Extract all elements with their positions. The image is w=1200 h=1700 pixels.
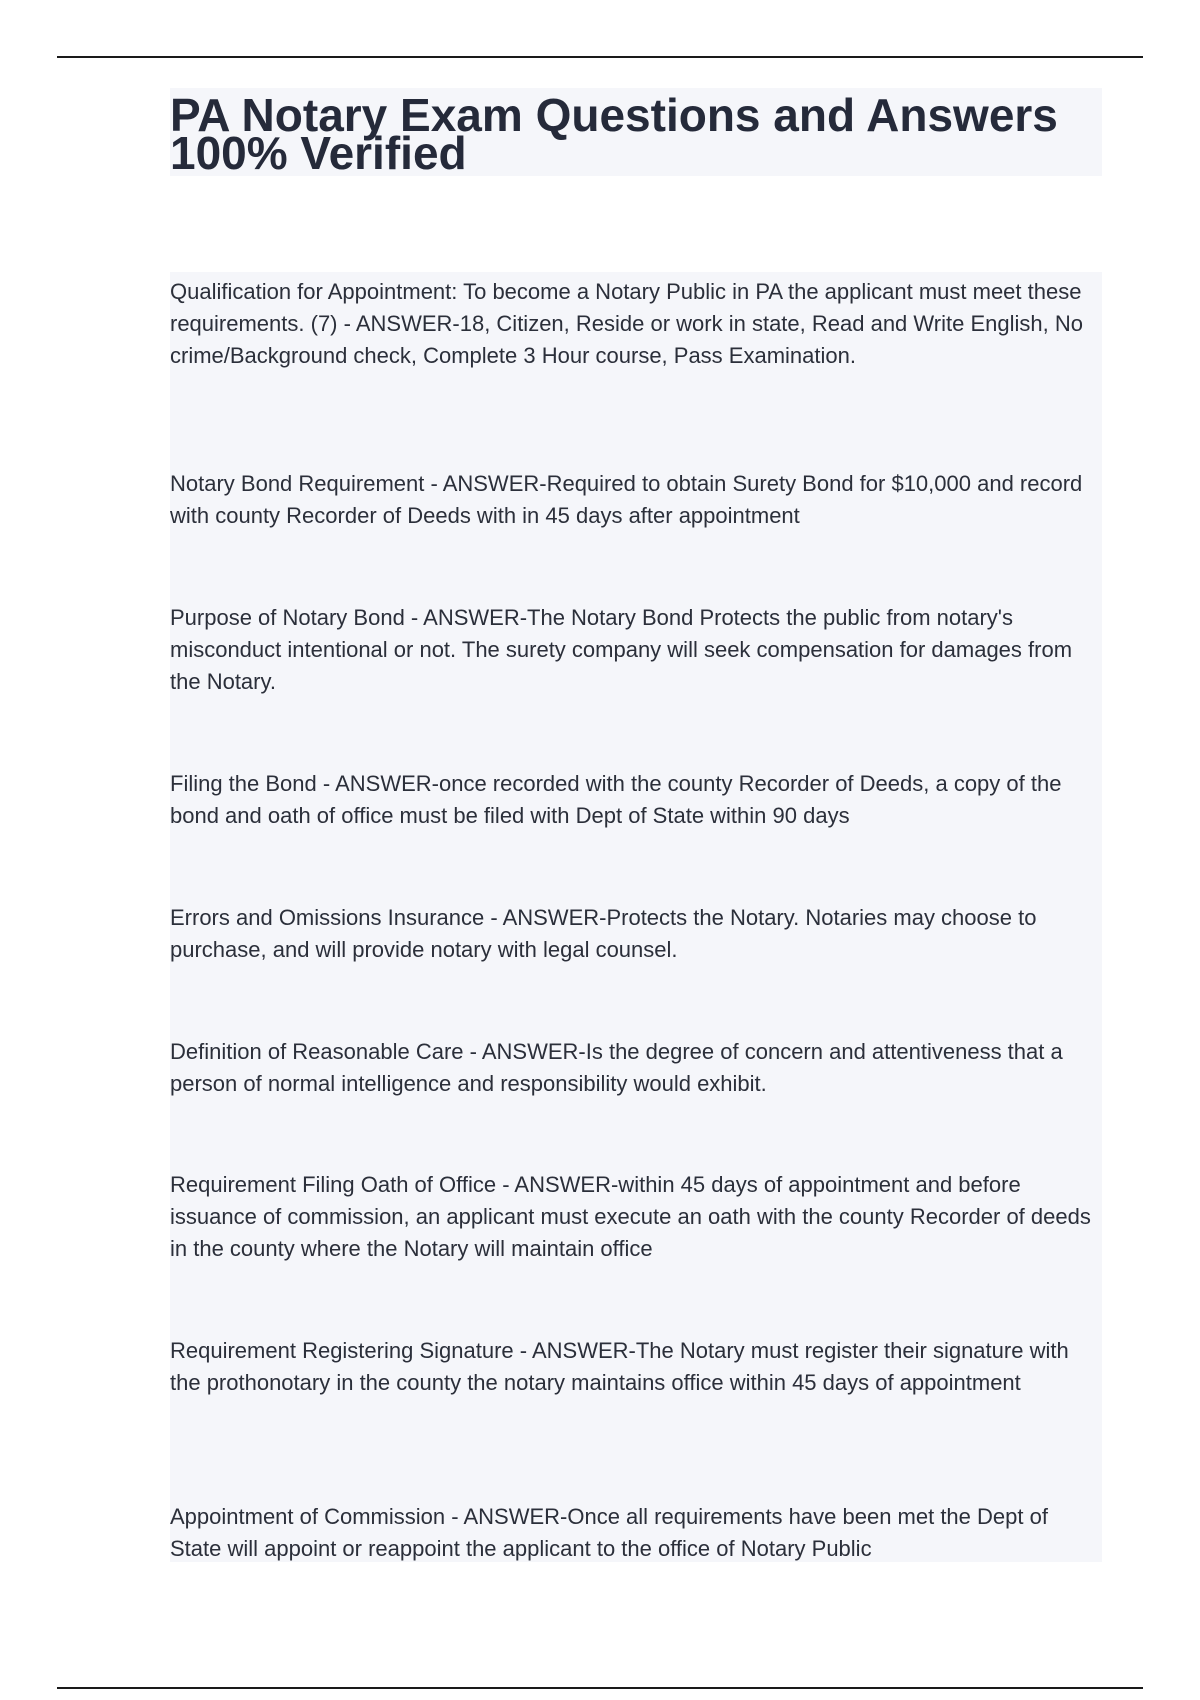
bottom-rule [57,1687,1143,1689]
title-block [170,88,1102,179]
qa-item-bond-purpose: Purpose of Notary Bond - ANSWER-The Notary Bond Protects the public from notary's misconduct intentional or not. The surety company will seek compensation for damages from the Notary. [170,605,1073,694]
top-rule [57,56,1143,58]
qa-item-reasonable-care: Definition of Reasonable Care - ANSWER-Is the degree of concern and attentiveness that a person of normal intelligence and responsibility would exhibit. [170,1039,1063,1096]
qa-item-filing-bond: Filing the Bond - ANSWER-once recorded with the county Recorder of Deeds, a copy of the bond and oath of office must be filed with Dept of State within 90 days [170,771,1062,828]
page-title: PA Notary Exam Questions and Answers [170,89,1058,141]
qa-item-registering-signature: Requirement Registering Signature - ANSWER-The Notary must register their signature with the prothonotary in the county the notary maintains office within 45 days of appointment [170,1338,1069,1395]
qa-item-appointment: Appointment of Commission - ANSWER-Once all requirements have been met the Dept of State will appoint or reappoint the applicant to the office of Notary Public [170,1504,1048,1561]
qa-item-bond-requirement: Notary Bond Requirement - ANSWER-Required to obtain Surety Bond for $10,000 and record with county Recorder of Deeds with in 45 days after appointment [170,471,1083,528]
qa-item-errors-omissions: Errors and Omissions Insurance - ANSWER-Protects the Notary. Notaries may choose to purchase, and will provide notary with legal counsel. [170,905,1037,962]
qa-item-qualification: Qualification for Appointment: To become a Notary Public in PA the applicant must meet these requirements. (7) - ANSWER-18, Citizen, Reside or work in state, Read and Write English, No crime/Background check, Complete 3 Hour course, Pass Examination. [170,279,1083,368]
qa-list [170,272,1102,1562]
qa-item-oath-of-office: Requirement Filing Oath of Office - ANSWER-within 45 days of appointment and before issuance of commission, an applicant must execute an oath with the county Recorder of deeds in the county where the Notary will maintain office [170,1172,1091,1261]
page-subtitle: 100% Verified [170,127,467,179]
